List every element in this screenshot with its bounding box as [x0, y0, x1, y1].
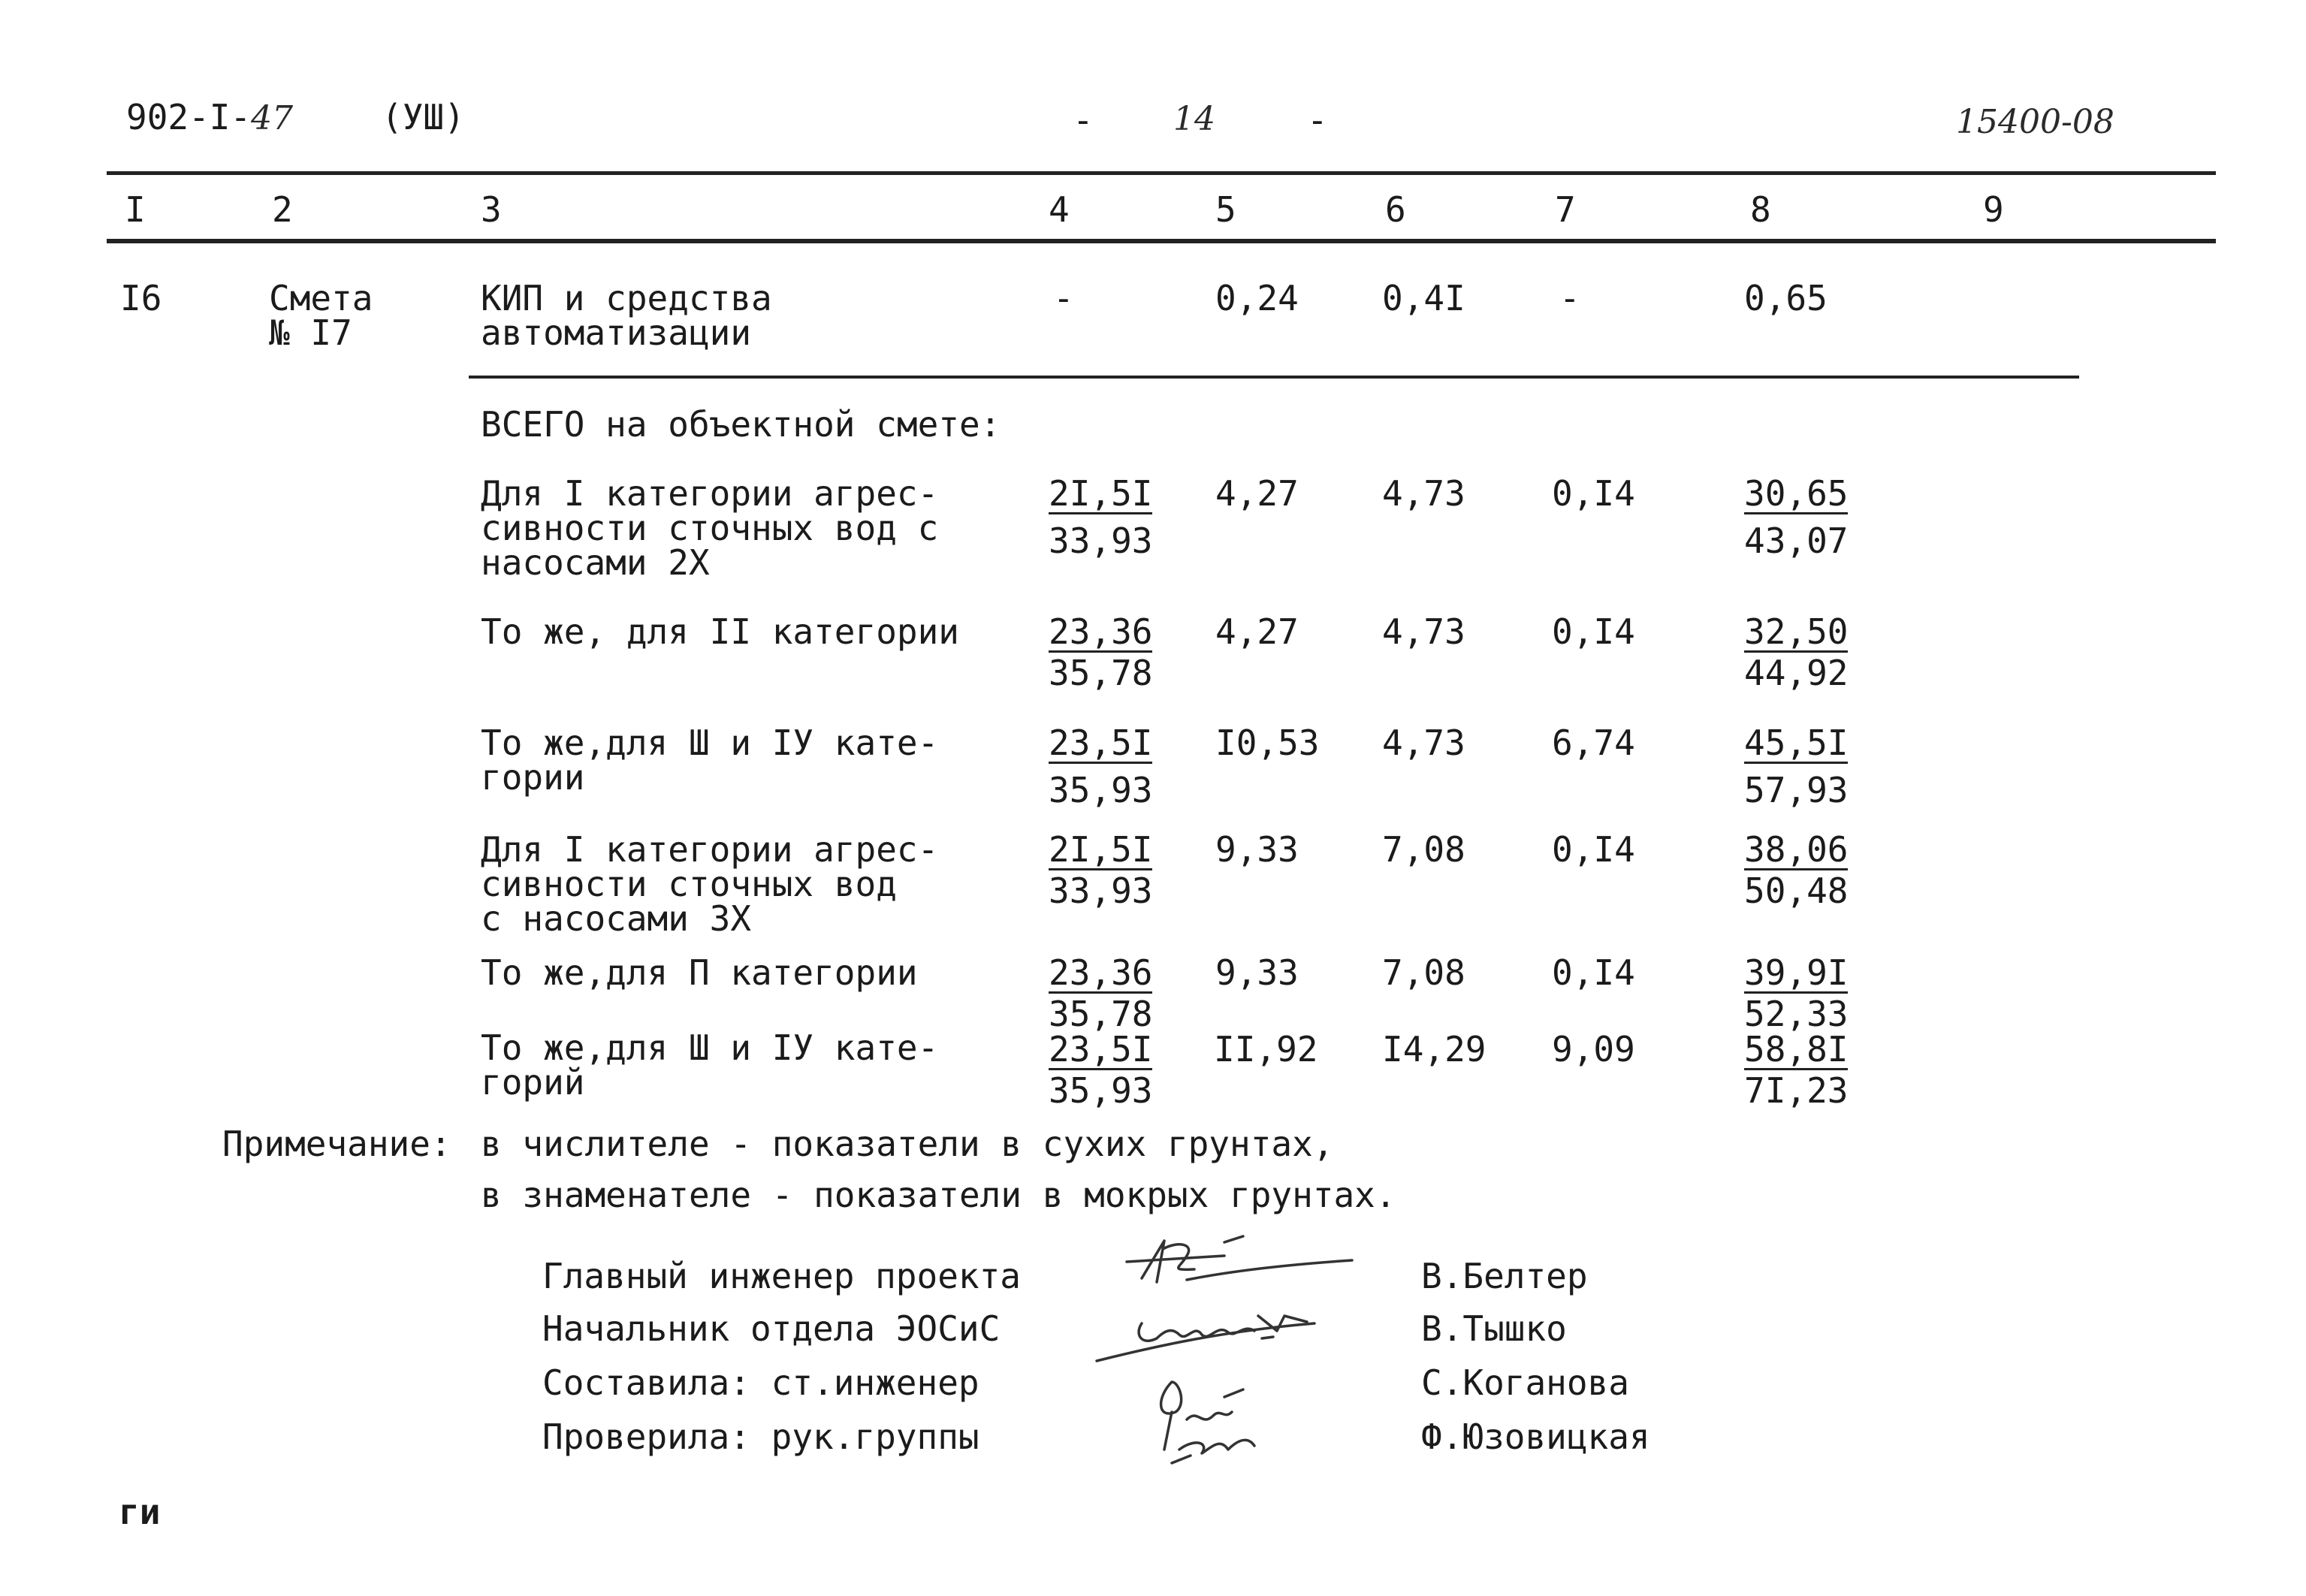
row-number: I6: [120, 278, 162, 318]
numerator-value: 2I,5I: [1049, 829, 1153, 870]
column-header-4: 4: [1049, 189, 1070, 230]
totals-row-col6: 4,73: [1382, 723, 1465, 763]
numerator-value: 23,5I: [1049, 1029, 1153, 1070]
totals-row-col4: [1049, 952, 1153, 1034]
series-code-typed: 902-I-: [126, 97, 252, 137]
denominator-value: 50,48: [1744, 870, 1849, 911]
numerator-value: 23,36: [1049, 611, 1153, 652]
signature-role: Составила: ст.инженер: [542, 1362, 979, 1403]
totals-row-col6: I4,29: [1382, 1029, 1487, 1070]
totals-row-col5: II,92: [1214, 1029, 1318, 1070]
totals-row-col7: 0,I4: [1552, 473, 1635, 514]
denominator-value: 7I,23: [1744, 1070, 1849, 1111]
denominator-value: 35,93: [1049, 1070, 1153, 1111]
registry-number: 15400-08: [1956, 103, 2114, 141]
header-top-rule: [107, 171, 2216, 175]
numerator-value: 38,06: [1744, 829, 1849, 870]
numerator-value: 32,50: [1744, 611, 1849, 652]
signature-role: Главный инженер проекта: [542, 1256, 1021, 1296]
signature-name: Ф.Юзовицкая: [1421, 1416, 1650, 1457]
series-code-handwritten: 47: [251, 99, 294, 137]
signature-name: В.Тышко: [1421, 1308, 1567, 1349]
totals-row-col5: 9,33: [1215, 829, 1299, 870]
column-header-2: 2: [272, 189, 293, 230]
numerator-value: 23,5I: [1049, 723, 1153, 763]
numerator-value: 30,65: [1744, 473, 1849, 514]
totals-row-col4: [1049, 829, 1153, 911]
totals-row-col6: 7,08: [1382, 829, 1465, 870]
totals-heading: ВСЕГО на объектной смете:: [481, 404, 1001, 445]
denominator-value: 57,93: [1744, 770, 1849, 810]
totals-row-col4: [1049, 723, 1153, 810]
column-header-5: 5: [1215, 189, 1236, 230]
row-separator: [469, 376, 2079, 379]
page-number: 14: [1173, 100, 1215, 138]
page-dash-right: -: [1307, 100, 1328, 140]
totals-row-name: Для I категории агрес- сивности сточных вод с насосами 3X: [481, 829, 939, 939]
totals-row-col5: I0,53: [1215, 723, 1320, 763]
totals-row-name: То же, для II категории: [481, 611, 959, 652]
totals-row-col7: 0,I4: [1552, 829, 1635, 870]
totals-row-col8: [1744, 829, 1849, 911]
row-estimate: Смета № I7: [269, 278, 373, 353]
numerator-value: 58,8I: [1744, 1029, 1849, 1070]
totals-row-col8: [1744, 611, 1849, 693]
column-header-3: 3: [481, 189, 502, 230]
totals-row-col8: [1744, 1029, 1849, 1111]
row-item-name: КИП и средства автоматизации: [481, 278, 772, 353]
totals-row-col4: [1049, 611, 1153, 693]
row-col4: -: [1053, 278, 1074, 318]
totals-row-col8: [1744, 473, 1849, 561]
column-header-6: 6: [1385, 189, 1406, 230]
totals-row-col6: 7,08: [1382, 952, 1465, 993]
column-header-9: 9: [1983, 189, 2004, 230]
signature-name: С.Коганова: [1421, 1362, 1629, 1403]
signature-name: В.Белтер: [1421, 1256, 1588, 1296]
totals-row-col5: 4,27: [1215, 473, 1299, 514]
totals-row-name: То же,для П категории: [481, 952, 918, 993]
totals-row-col7: 0,I4: [1552, 611, 1635, 652]
denominator-value: 44,92: [1744, 653, 1849, 693]
note-line-1: в числителе - показатели в сухих грунтах,: [481, 1124, 1334, 1164]
signature-mark-department-head: [1089, 1293, 1345, 1368]
signature-mark-author: [1142, 1367, 1292, 1480]
header-bottom-rule: [107, 239, 2216, 243]
numerator-value: 39,9I: [1744, 952, 1849, 993]
series-code: [126, 97, 294, 137]
denominator-value: 33,93: [1049, 520, 1153, 561]
numerator-value: 45,5I: [1744, 723, 1849, 763]
note-label: Примечание:: [222, 1124, 451, 1164]
totals-row-col7: 0,I4: [1552, 952, 1635, 993]
row-col8: 0,65: [1744, 278, 1828, 318]
denominator-value: 33,93: [1049, 870, 1153, 911]
page-dash-left: -: [1073, 100, 1094, 140]
totals-row-col8: [1744, 723, 1849, 810]
totals-row-col4: [1049, 1029, 1153, 1111]
volume-label: (УШ): [382, 97, 465, 137]
totals-row-name: То же,для Ш и IУ кате- горий: [481, 1027, 939, 1103]
numerator-value: 23,36: [1049, 952, 1153, 993]
totals-row-col8: [1744, 952, 1849, 1034]
row-col5: 0,24: [1215, 278, 1299, 318]
note-line-2: в знаменателе - показатели в мокрых грунтах.: [481, 1175, 1396, 1215]
totals-row-col4: [1049, 473, 1153, 561]
totals-row-col6: 4,73: [1382, 611, 1465, 652]
signature-role: Проверила: рук.группы: [542, 1416, 979, 1457]
numerator-value: 2I,5I: [1049, 473, 1153, 514]
totals-row-col7: 6,74: [1552, 723, 1635, 763]
denominator-value: 52,33: [1744, 994, 1849, 1034]
denominator-value: 35,78: [1049, 994, 1153, 1034]
denominator-value: 35,93: [1049, 770, 1153, 810]
totals-row-col6: 4,73: [1382, 473, 1465, 514]
signature-role: Начальник отдела ЭОСиС: [542, 1308, 1001, 1349]
totals-row-name: Для I категории агрес- сивности сточных вод с насосами 2X: [481, 473, 939, 583]
signature-mark-chief-engineer: [1112, 1226, 1360, 1293]
denominator-value: 35,78: [1049, 653, 1153, 693]
column-header-7: 7: [1555, 189, 1576, 230]
row-col7: -: [1559, 278, 1580, 318]
column-header-8: 8: [1750, 189, 1771, 230]
column-header-1: I: [125, 189, 146, 230]
totals-row-name: То же,для Ш и IУ кате- гории: [481, 723, 939, 798]
totals-row-col5: 4,27: [1215, 611, 1299, 652]
totals-row-col5: 9,33: [1215, 952, 1299, 993]
denominator-value: 43,07: [1744, 520, 1849, 561]
footer-mark: ги: [119, 1492, 161, 1532]
totals-row-col7: 9,09: [1552, 1029, 1635, 1070]
row-col6: 0,4I: [1382, 278, 1465, 318]
